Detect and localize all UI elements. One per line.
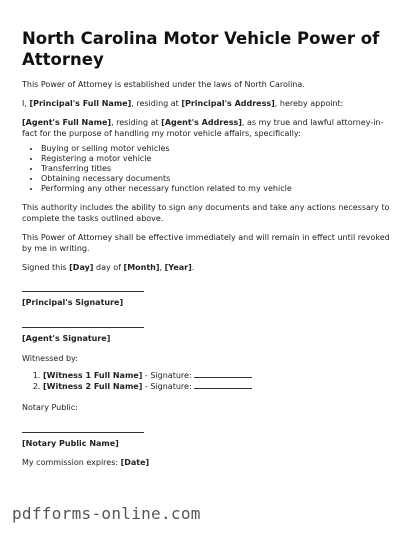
agent-signature-label: [Agent's Signature] <box>22 333 111 343</box>
witness-2-sig-text: - Signature: <box>142 382 195 391</box>
witnessed-label: Witnessed by: <box>22 353 78 363</box>
agent-paragraph <box>22 118 394 139</box>
agent-address-field: [Agent's Address] <box>161 118 242 127</box>
day-field: [Day] <box>69 263 94 272</box>
month-field: [Month] <box>123 263 160 272</box>
agent-suffix: , as my true and lawful attorney-in-fact for the purpose of handling my motor vehicle affairs, specifically: <box>22 118 384 138</box>
witness-2-signature-line[interactable] <box>194 381 252 389</box>
signed-prefix: Signed this <box>22 263 70 272</box>
commission-date-field: [Date] <box>120 457 150 467</box>
witness-1-name-field: [Witness 1 Full Name] <box>43 371 143 380</box>
list-item: • Transferring titles <box>41 164 394 174</box>
witness-list <box>22 370 394 392</box>
intro-paragraph: This Power of Attorney is established under the laws of North Carolina. <box>22 80 305 89</box>
powers-list <box>22 144 394 194</box>
list-item: • Registering a motor vehicle <box>41 154 394 164</box>
commission-prefix: My commission expires: <box>22 457 121 467</box>
site-watermark: pdfforms-online.com <box>12 504 201 523</box>
list-item <box>43 370 394 381</box>
principal-signature-line[interactable] <box>22 291 144 292</box>
year-field: [Year] <box>164 263 192 272</box>
notary-signature-line[interactable] <box>22 432 144 433</box>
signed-date-line <box>22 263 394 274</box>
effective-paragraph: This Power of Attorney shall be effective immediately and will remain in effect until revoked by me in writing. <box>22 233 390 253</box>
commission-line <box>22 458 394 469</box>
signed-mid: day of <box>93 263 124 272</box>
appoint-suffix: , hereby appoint: <box>274 98 344 108</box>
agent-mid: , residing at <box>111 118 162 127</box>
list-item <box>43 381 394 392</box>
document-title: North Carolina Motor Vehicle Power of Attorney <box>22 29 380 69</box>
signed-sep: , <box>159 263 165 272</box>
agent-name-field: [Agent's Full Name] <box>22 118 112 127</box>
agent-signature-line[interactable] <box>22 327 144 328</box>
appoint-prefix: I, <box>22 98 30 108</box>
appoint-mid: , residing at <box>131 98 182 108</box>
authority-paragraph: This authority includes the ability to sign any documents and take any actions necessary to complete the tasks outlined above. <box>22 203 390 223</box>
principal-name-field: [Principal's Full Name] <box>29 98 132 108</box>
list-item: • Obtaining necessary documents <box>41 174 394 184</box>
notary-label: Notary Public: <box>22 403 78 412</box>
witness-2-name-field: [Witness 2 Full Name] <box>43 382 143 391</box>
notary-name-label: [Notary Public Name] <box>22 438 119 448</box>
document-page <box>22 28 394 468</box>
witness-1-signature-line[interactable] <box>194 370 252 378</box>
list-item: • Buying or selling motor vehicles <box>41 144 394 154</box>
witness-1-sig-text: - Signature: <box>142 371 195 380</box>
principal-address-field: [Principal's Address] <box>181 98 275 108</box>
appoint-paragraph <box>22 99 394 110</box>
principal-signature-label: [Principal's Signature] <box>22 297 124 307</box>
list-item: • Performing any other necessary function related to my vehicle <box>41 184 394 194</box>
signed-end: . <box>191 263 195 272</box>
